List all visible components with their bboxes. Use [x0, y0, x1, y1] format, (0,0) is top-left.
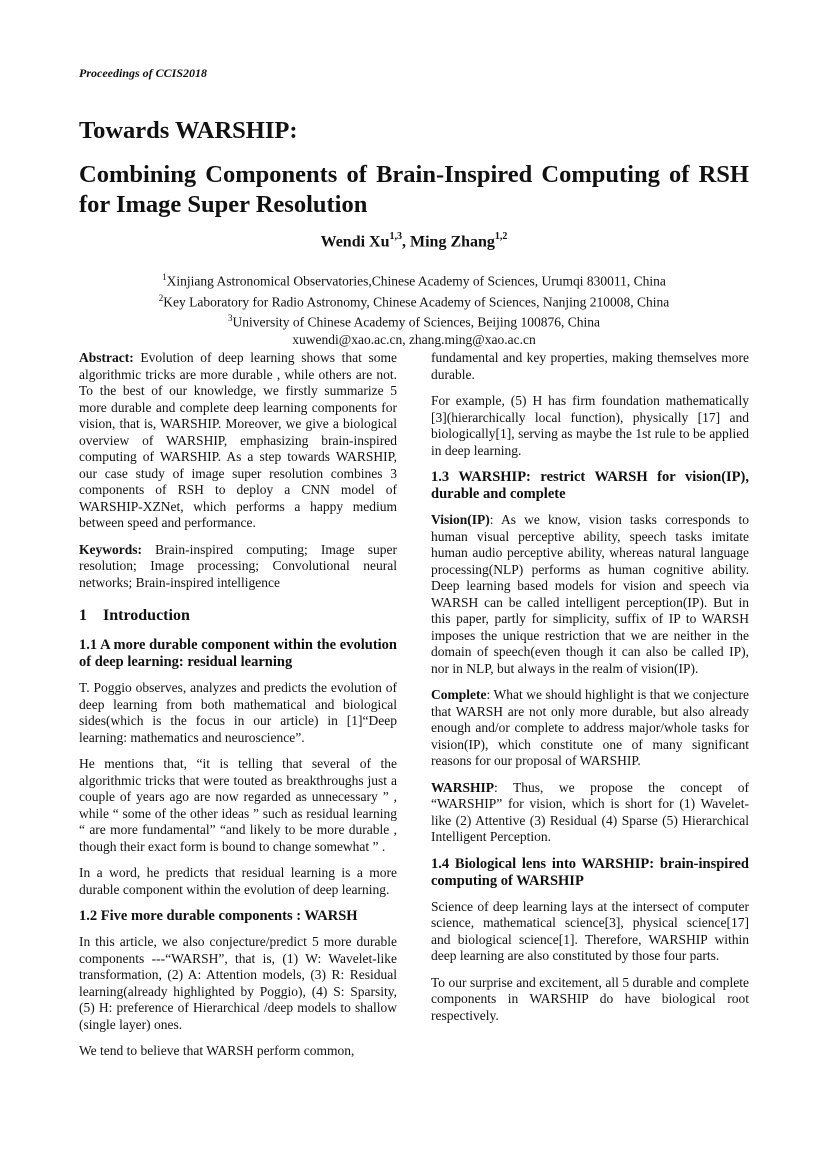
author-name: Ming Zhang — [410, 233, 495, 251]
subsection-heading-1-2: 1.2 Five more durable components : WARSH — [79, 908, 358, 924]
affiliation-text: Key Laboratory for Radio Astronomy, Chinese Academy of Sciences, Nanjing 210008, China — [163, 294, 670, 309]
section-number: 1 — [79, 607, 87, 624]
paragraph-vision — [431, 512, 749, 677]
paragraph-complete — [431, 687, 749, 770]
paragraph: He mentions that, “it is telling that several of the algorithmic tricks that were touted as breakthroughs just a couple of years ago are now regarded as unnecessary ” , while “ some of the other ideas ” such as residual learning “ are more fundamental” “and likely to be more durable , though their exact form is bound to change somewhat ” . — [79, 756, 397, 854]
affiliation-line — [0, 290, 828, 311]
paragraph-text: : As we know, vision tasks corresponds to human visual perceptive ability, speech tasks imitate human audio perceptive ability, whereas natural language processing(NLP) performs as human cognitive ability. Deep learning based models for vision and speech via WARSH can be called intelligent perception(IP). But in this paper, partly for simplicity, suffix of IP to WARSH imposes the unique restriction that we are neither in the domain of speech(even though it can also be called IP), nor in NLP, but always in the realm of vision(IP). — [431, 512, 749, 676]
affiliations — [0, 269, 828, 348]
affiliation-line — [0, 269, 828, 290]
paragraph-text: : What we should highlight is that we conjecture that WARSH are not only more durable, but also already enough and/or complete to address major/whole tasks for vision(IP), which constitute one of many significant reasons for our proposal of WARSHIP. — [431, 687, 749, 768]
subsection-heading-1-3: 1.3 WARSHIP: restrict WARSH for vision(IP), durable and complete — [431, 469, 749, 502]
term-label: Complete — [431, 687, 487, 702]
running-head: Proceedings of CCIS2018 — [79, 66, 208, 80]
author-line — [0, 232, 828, 251]
affiliation-text: University of Chinese Academy of Sciences, Beijing 100876, China — [232, 314, 600, 330]
right-column — [431, 350, 749, 1034]
keywords — [79, 542, 397, 592]
affiliation-marker: 1 — [162, 272, 167, 282]
author-emails: xuwendi@xao.ac.cn, zhang.ming@xao.ac.cn — [292, 331, 536, 347]
abstract-label: Abstract: — [79, 350, 134, 365]
paragraph: For example, (5) H has firm foundation mathematically [3](hierarchically local function), physically [17] and biologically[1], serving as maybe the 1st rule to be applied in deep learning. — [431, 393, 749, 458]
abstract-text: Evolution of deep learning shows that some algorithmic tricks are more durable , while others are not. To the best of our knowledge, we firstly summarize 5 more durable and complete deep learning components for vision, that is, WARSHIP. Moreover, we give a biological overview of WARSHIP, emphasizing brain-inspired computing of WARSHIP. As a step towards WARSHIP, our case study of image super resolution combines 3 components of RSH to deploy a CNN model of WARSHIP-XZNet, which performs a happy medium between speed and performance. — [79, 350, 397, 530]
keywords-label: Keywords: — [79, 541, 142, 557]
section-title: Introduction — [103, 607, 190, 624]
paper-title: Towards WARSHIP: — [79, 117, 298, 144]
paper-subtitle: Combining Components of Brain-Inspired Computing of RSH for Image Super Resolution — [79, 161, 749, 218]
paragraph: T. Poggio observes, analyzes and predicts the evolution of deep learning from both mathematical and biological sides(which is the focus in our article) in [1]“Deep learning: mathematics and neuroscience”. — [79, 680, 397, 745]
author-name: Wendi Xu — [320, 233, 390, 251]
abstract — [79, 350, 397, 532]
affiliation-line — [0, 310, 828, 331]
subsection-heading-1-4: 1.4 Biological lens into WARSHIP: brain-inspired computing of WARSHIP — [431, 855, 749, 889]
paragraph: In a word, he predicts that residual learning is a more durable component within the evolution of deep learning. — [79, 865, 397, 897]
affiliation-marker: 3 — [228, 313, 233, 323]
keywords-text: Brain-inspired computing; Image super resolution; Image processing; Convolutional neural networks; Brain-inspired intelligence — [79, 541, 397, 590]
affiliation-marker: 2 — [158, 292, 164, 303]
author-affiliation-marker: 1,3 — [389, 231, 402, 242]
left-column — [79, 350, 397, 1070]
term-label: Vision(IP) — [431, 512, 490, 527]
paragraph: To our surprise and excitement, all 5 durable and complete components in WARSHIP do have biological root respectively. — [431, 974, 749, 1023]
author-separator: , — [402, 233, 410, 251]
paragraph-text: : Thus, we propose the concept of “WARSHIP” for vision, which is short for (1) Wavelet-like (2) Attentive (3) Residual (4) Sparse (5) Hierarchical Intelligent Perception. — [431, 779, 749, 844]
paragraph: In this article, we also conjecture/predict 5 more durable components ---“WARSH”, that is, (1) W: Wavelet-like transformation, (2) A: Attention models, (3) R: Residual learning(already highlighted by Poggio), (4) S: Sparsity, (5) H: preference of Hierarchical /deep models to shallow (single layer) ones. — [79, 934, 397, 1032]
affiliation-text: Xinjiang Astronomical Observatories,Chinese Academy of Sciences, Urumqi 830011, China — [166, 273, 666, 289]
term-label: WARSHIP — [431, 779, 495, 795]
author-affiliation-marker: 1,2 — [494, 231, 508, 242]
subsection-heading-1-1: 1.1 A more durable component within the evolution of deep learning: residual learning — [79, 637, 397, 670]
section-heading — [79, 607, 397, 625]
paragraph-warship — [431, 780, 749, 846]
paragraph-continued: We tend to believe that WARSH perform common, — [79, 1043, 355, 1058]
paragraph: Science of deep learning lays at the intersect of computer science, mathematical science[3], physical science[17] and biological science[1]. Therefore, WARSHIP within deep learning are also constituted by those four parts. — [431, 898, 749, 963]
paragraph-continuation: fundamental and key properties, making themselves more durable. — [431, 350, 749, 382]
